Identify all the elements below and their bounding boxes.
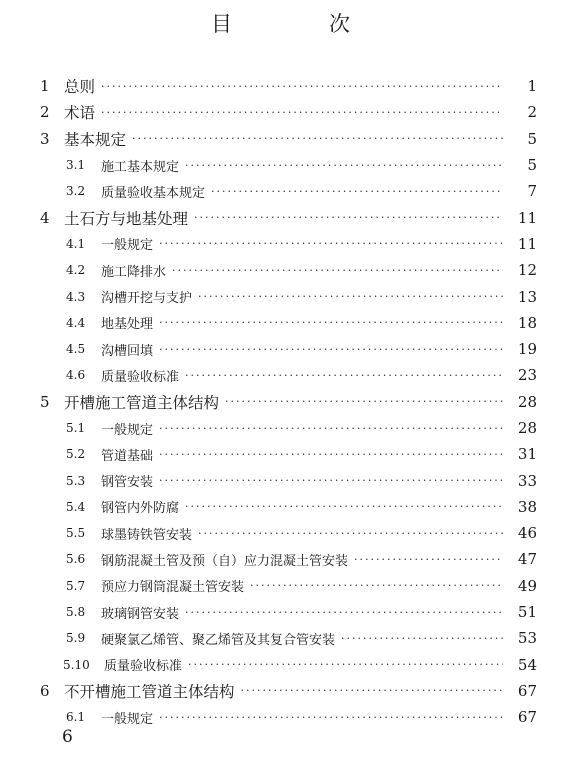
toc-entry-title: 管道基础	[101, 448, 154, 464]
toc-entry-page: 11	[517, 208, 537, 227]
toc-entry-title: 质量验收标准	[104, 659, 183, 675]
toc-entry-title: 玻璃钢管安装	[101, 606, 180, 622]
dot-leader	[101, 107, 503, 118]
toc-entry-page: 31	[517, 445, 537, 464]
dot-leader	[101, 81, 503, 92]
toc-entry[interactable]	[0, 704, 561, 730]
dot-leader	[250, 580, 503, 591]
toc-entry[interactable]	[0, 625, 561, 651]
toc-entry-title: 施工降排水	[101, 264, 167, 280]
dot-leader	[159, 475, 503, 486]
toc-entry-title: 施工基本规定	[101, 159, 180, 175]
toc-entry-title: 钢管内外防腐	[101, 501, 180, 517]
toc-entry-number: 3.2	[66, 184, 86, 199]
toc-entry-title: 钢管安装	[101, 475, 154, 491]
toc-entry-number: 6	[40, 681, 50, 700]
toc-entry[interactable]	[0, 441, 561, 467]
toc-entry-page: 38	[517, 497, 537, 516]
toc-entry-page: 7	[527, 182, 537, 201]
toc-entry-number: 4.3	[66, 289, 86, 304]
toc-entry-title: 球墨铸铁管安装	[101, 527, 193, 543]
toc-entry-number: 5.4	[66, 499, 86, 514]
toc-entry-number: 6.1	[66, 710, 86, 725]
toc-entry-page: 11	[517, 234, 537, 253]
toc-entry-page: 2	[527, 103, 537, 122]
toc-entry-page: 28	[517, 419, 537, 437]
toc-entry-number: 5.2	[66, 447, 86, 462]
dot-leader	[354, 554, 503, 565]
toc-entry-number: 4.2	[66, 263, 86, 278]
toc-entry-title: 开槽施工管道主体结构	[64, 393, 220, 412]
toc-entry-number: 5.3	[66, 473, 86, 488]
dot-leader	[185, 370, 503, 381]
dot-leader	[172, 265, 503, 276]
dot-leader	[194, 212, 503, 223]
toc-entry-number: 3	[40, 129, 50, 148]
toc-entry-title: 土石方与地基处理	[64, 209, 189, 228]
toc-entry-page: 19	[517, 340, 537, 359]
toc-entry-page: 13	[517, 287, 537, 306]
table-of-contents	[0, 73, 561, 730]
dot-leader	[185, 501, 503, 512]
dot-leader	[159, 423, 503, 434]
dot-leader	[185, 607, 503, 618]
toc-entry-page: 46	[517, 524, 537, 543]
toc-entry-number: 2	[40, 103, 50, 122]
toc-entry-page: 28	[517, 392, 537, 411]
toc-entry[interactable]	[0, 362, 561, 388]
dot-leader	[159, 317, 503, 328]
toc-entry-page: 12	[517, 261, 537, 280]
toc-entry-page: 67	[517, 681, 537, 700]
toc-entry-number: 1	[40, 77, 50, 96]
toc-entry[interactable]	[0, 126, 561, 152]
toc-entry-number: 4.6	[66, 368, 86, 383]
toc-entry-page: 33	[517, 471, 537, 490]
toc-entry-title: 术语	[64, 104, 96, 123]
toc-entry-number: 5.8	[66, 605, 86, 620]
dot-leader	[132, 133, 503, 144]
toc-entry-number: 5.10	[63, 657, 90, 672]
toc-entry[interactable]	[0, 415, 561, 441]
toc-entry[interactable]	[0, 204, 561, 230]
toc-entry[interactable]	[0, 73, 561, 99]
dot-leader	[241, 685, 503, 696]
dot-leader	[159, 449, 503, 460]
toc-entry[interactable]	[0, 546, 561, 572]
dot-leader	[159, 712, 503, 723]
toc-entry-title: 沟槽回填	[101, 343, 154, 359]
toc-entry[interactable]	[0, 257, 561, 283]
toc-entry-number: 4	[40, 208, 50, 227]
toc-entry-page: 54	[517, 655, 537, 674]
dot-leader	[211, 186, 503, 197]
page-number: 6	[62, 727, 73, 747]
dot-leader	[185, 160, 503, 171]
toc-entry-number: 5	[40, 392, 50, 411]
toc-entry[interactable]	[0, 389, 561, 415]
toc-entry[interactable]	[0, 652, 561, 678]
dot-leader	[225, 396, 503, 407]
toc-entry[interactable]	[0, 152, 561, 178]
toc-entry-title: 地基处理	[101, 317, 154, 333]
toc-entry-number: 3.1	[66, 158, 86, 173]
toc-entry-number: 5.9	[66, 631, 86, 646]
toc-entry-page: 1	[527, 77, 537, 96]
toc-entry-title: 一般规定	[101, 711, 154, 727]
toc-entry-title: 沟槽开挖与支护	[101, 291, 193, 307]
toc-entry-page: 5	[527, 129, 537, 148]
toc-entry-title: 一般规定	[101, 422, 154, 438]
toc-entry[interactable]	[0, 573, 561, 599]
toc-entry-page: 47	[517, 550, 537, 569]
toc-entry-page: 23	[517, 366, 537, 385]
toc-entry-page: 53	[517, 629, 537, 648]
dot-leader	[159, 344, 503, 355]
toc-entry-title: 质量验收标准	[101, 369, 180, 385]
dot-leader	[188, 659, 503, 670]
dot-leader	[341, 633, 503, 644]
toc-entry-page: 5	[527, 156, 537, 175]
toc-entry-title: 硬聚氯乙烯管、聚乙烯管及其复合管安装	[101, 632, 336, 648]
toc-entry[interactable]	[0, 336, 561, 362]
toc-entry[interactable]	[0, 494, 561, 520]
page-title: 目 次	[211, 12, 388, 36]
toc-entry[interactable]	[0, 99, 561, 125]
toc-entry-number: 4.4	[66, 315, 86, 330]
toc-entry-number: 5.1	[66, 421, 86, 435]
toc-entry-number: 5.7	[66, 578, 86, 593]
toc-entry[interactable]	[0, 310, 561, 336]
toc-entry-number: 5.6	[66, 552, 86, 567]
toc-entry-page: 49	[517, 576, 537, 595]
toc-entry-title: 预应力钢筒混凝土管安装	[101, 580, 245, 596]
dot-leader	[198, 291, 503, 302]
toc-entry-title: 基本规定	[64, 130, 127, 149]
toc-entry-page: 18	[517, 313, 537, 332]
toc-entry-page: 51	[517, 603, 537, 622]
toc-entry-title: 不开槽施工管道主体结构	[64, 682, 235, 701]
toc-entry[interactable]	[0, 231, 561, 257]
toc-entry-title: 质量验收基本规定	[101, 185, 206, 201]
toc-entry[interactable]	[0, 178, 561, 204]
toc-entry[interactable]	[0, 678, 561, 704]
toc-entry-title: 一般规定	[101, 238, 154, 254]
toc-entry-page: 67	[517, 708, 537, 727]
toc-entry[interactable]	[0, 599, 561, 625]
toc-entry-title: 总则	[64, 78, 96, 97]
toc-entry-title: 钢筋混凝土管及预（自）应力混凝土管安装	[101, 553, 349, 569]
toc-entry-number: 4.5	[66, 342, 86, 357]
toc-entry[interactable]	[0, 283, 561, 309]
dot-leader	[159, 238, 503, 249]
dot-leader	[198, 528, 503, 539]
toc-entry[interactable]	[0, 520, 561, 546]
toc-entry-number: 5.5	[66, 526, 86, 541]
toc-entry-number: 4.1	[66, 236, 86, 251]
toc-entry[interactable]	[0, 467, 561, 493]
